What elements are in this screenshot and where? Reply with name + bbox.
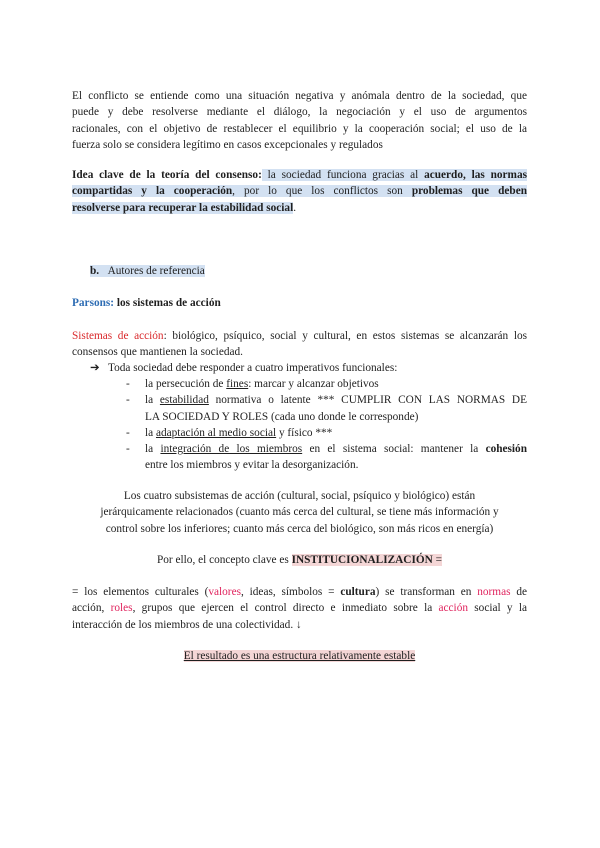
- subsistemas-paragraph: Los cuatro subsistemas de acción (cultural, social, psíquico y biológico) están jerárquicamente relacionados (cuanto más cerca del cultural, se tiene más información y control sobre los inferiores; cuanto más cerca del biológico, son más ricos en energía): [100, 490, 499, 535]
- imperativos-list: [126, 376, 527, 474]
- intro-line: racionales, con el objetivo de restablecer el equilibrio y la cooperación social; el uso de la: [72, 122, 527, 135]
- section-b-heading: [90, 263, 545, 279]
- dash-bullet: -: [126, 394, 130, 407]
- list-item: - la integración de los miembros en el sistema social: mantener la cohesión entre los miembros y evitar la desorganización.: [126, 443, 527, 472]
- list-item: - la adaptación al medio social y físico ***: [126, 425, 527, 441]
- institucionalizacion-key: INSTITUCIONALIZACIÓN: [291, 554, 433, 566]
- intro-line: El conflicto se entiende como una situación negativa y anómala dentro de la sociedad, que: [72, 90, 527, 102]
- concepto-clave: Por ello, el concepto clave es INSTITUCIONALIZACIÓN =: [156, 554, 443, 566]
- definicion-paragraph: = los elementos culturales (valores, ideas, símbolos = cultura) se transforman en normas de acción, roles, grupos que ejercen el control directo e inmediato sobre la acción social y la interacción de los miembros de una colectividad. ↓: [72, 586, 528, 631]
- parsons-heading: [72, 295, 527, 311]
- intro-paragraph: [72, 88, 527, 153]
- dash-bullet: -: [126, 426, 130, 439]
- idea-clave-paragraph: Idea clave de la teoría del consenso: la sociedad funciona gracias al acuerdo, las normas compartidas y la cooperación, por lo que los conflictos son problemas que deben resolverse para recuperar la estabilidad social.: [72, 169, 527, 214]
- sistemas-label: Sistemas de acción: [72, 330, 164, 342]
- intro-line: puede y debe resolverse mediante el diálogo, la negociación y el uso de argumentos: [72, 106, 527, 119]
- section-marker: b.: [90, 265, 100, 277]
- intro-line: fuerza solo se considera legítimo en casos excepcionales y regulados: [72, 138, 383, 151]
- resultado: El resultado es una estructura relativamente estable: [183, 650, 416, 662]
- arrow-icon: ➔: [90, 362, 100, 374]
- list-item: - la persecución de fines: marcar y alcanzar objetivos: [126, 376, 527, 392]
- dash-bullet: -: [126, 378, 130, 390]
- parsons-subtitle: los sistemas de acción: [116, 297, 221, 309]
- sistemas-paragraph: Sistemas de acción: biológico, psíquico, social y cultural, en estos sistemas se alcanzarán los consensos que mantienen la sociedad.: [72, 330, 527, 359]
- parsons-name: Parsons:: [72, 297, 115, 309]
- section-title: Autores de referencia: [107, 265, 205, 277]
- dash-bullet: -: [126, 443, 130, 456]
- idea-clave-label: Idea clave de la teoría del consenso:: [72, 169, 262, 181]
- list-item: - la estabilidad normativa o latente *** CUMPLIR CON LAS NORMAS DE LA SOCIEDAD Y ROLES (cada uno donde le corresponde): [126, 394, 527, 423]
